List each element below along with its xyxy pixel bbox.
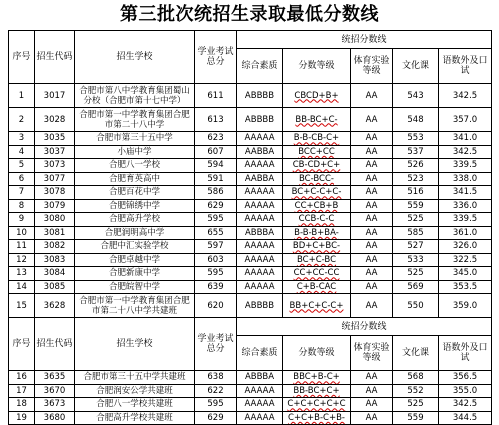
cell-comprehensive: AAAAA [237,186,283,200]
cell-exam-total: 594 [195,159,237,173]
header-grade: 分数等级 [283,336,351,371]
cell-language: 341.0 [439,132,492,146]
table-row [9,226,492,240]
cell-exam-total: 623 [195,132,237,146]
cell-code: 3078 [35,186,75,200]
header-culture: 文化课 [393,49,439,84]
cell-seq: 17 [9,384,35,398]
header-language: 语数外及口试 [439,49,492,84]
cell-comprehensive: AAAAA [237,159,283,173]
cell-seq: 9 [9,213,35,227]
cell-pe: AA [351,240,393,254]
cell-comprehensive: ABBBA [237,371,283,385]
cell-comprehensive: AAAAA [237,411,283,425]
cell-code: 3673 [35,398,75,412]
cell-language: 359.0 [439,294,492,318]
cell-school: 合肥高升学校共建班 [75,411,195,425]
table-row [9,371,492,385]
cell-comprehensive: AAAAA [237,199,283,213]
header-school: 招生学校 [75,31,195,84]
cell-seq: 8 [9,199,35,213]
table-row [9,172,492,186]
cell-grade: BB-BC+C- [283,108,351,132]
table-row [9,186,492,200]
cell-comprehensive: AABBA [237,145,283,159]
cell-seq: 18 [9,398,35,412]
header-grade: 分数等级 [283,49,351,84]
cell-culture: 568 [393,371,439,385]
header-seq: 序号 [9,31,35,84]
cell-code: 3028 [35,108,75,132]
cell-comprehensive: AAAAA [237,398,283,412]
cell-culture: 526 [393,159,439,173]
cell-pe: AA [351,108,393,132]
cell-culture: 559 [393,199,439,213]
table-row [9,199,492,213]
cell-code: 3017 [35,84,75,108]
cell-seq: 19 [9,411,35,425]
cell-pe: AA [351,186,393,200]
cell-language: 355.0 [439,384,492,398]
cell-code: 3081 [35,226,75,240]
cell-code: 3037 [35,145,75,159]
cell-culture: 543 [393,84,439,108]
cell-language: 357.0 [439,108,492,132]
cell-school: 合肥八一学校共建班 [75,398,195,412]
cell-pe: AA [351,145,393,159]
cell-language: 338.0 [439,172,492,186]
cell-grade: CC+CC-CC [283,267,351,281]
cell-code: 3080 [35,213,75,227]
cell-grade: CB-CD+C+ [283,159,351,173]
table-row [9,384,492,398]
cell-language: 342.5 [439,398,492,412]
score-table [8,30,492,425]
cell-code: 3628 [35,294,75,318]
cell-seq: 6 [9,172,35,186]
cell-school: 合肥新康中学 [75,267,195,281]
cell-seq: 11 [9,240,35,254]
table-row [9,411,492,425]
cell-exam-total: 607 [195,145,237,159]
header-group: 统招分数线 [237,318,492,336]
cell-comprehensive: ABBBB [237,294,283,318]
cell-seq: 7 [9,186,35,200]
cell-comprehensive: AAAAA [237,213,283,227]
cell-pe: AA [351,159,393,173]
cell-school: 合肥卓越中学 [75,253,195,267]
table-body-a [9,84,492,318]
cell-culture: 523 [393,172,439,186]
cell-culture: 548 [393,108,439,132]
cell-code: 3635 [35,371,75,385]
cell-code: 3085 [35,280,75,294]
cell-code: 3670 [35,384,75,398]
cell-pe: AA [351,411,393,425]
cell-exam-total: 638 [195,371,237,385]
cell-exam-total: 629 [195,411,237,425]
cell-seq: 4 [9,145,35,159]
cell-exam-total: 597 [195,240,237,254]
cell-comprehensive: AAAAA [237,253,283,267]
cell-culture: 525 [393,267,439,281]
header-pe: 体育实验等级 [351,49,393,84]
header-culture: 文化课 [393,336,439,371]
header-comprehensive: 综合素质 [237,49,283,84]
cell-pe: AA [351,172,393,186]
cell-school: 小庙中学 [75,145,195,159]
cell-pe: AA [351,267,393,281]
header-comprehensive: 综合素质 [237,336,283,371]
cell-grade: CCB-C-C [283,213,351,227]
header-code: 招生代码 [35,318,75,371]
header-group: 统招分数线 [237,31,492,49]
cell-code: 3082 [35,240,75,254]
table-row [9,294,492,318]
cell-language: 336.0 [439,199,492,213]
cell-school: 合肥高升学校 [75,213,195,227]
cell-grade: C+B-CAC [283,280,351,294]
cell-exam-total: 611 [195,84,237,108]
cell-comprehensive: AAAAA [237,280,283,294]
cell-exam-total: 613 [195,108,237,132]
cell-school: 合肥八一学校 [75,159,195,173]
header-language: 语数外及口试 [439,336,492,371]
cell-code: 3073 [35,159,75,173]
cell-school: 合肥育英高中 [75,172,195,186]
table-row [9,132,492,146]
table-body-b [9,371,492,425]
cell-comprehensive: AAAAA [237,132,283,146]
cell-school: 合肥市第一中学教育集团合肥市第二十八中学 [75,108,195,132]
cell-grade: BC+C-BC [283,253,351,267]
table-row [9,240,492,254]
cell-pe: AA [351,253,393,267]
cell-school: 合肥皖智中学 [75,280,195,294]
cell-comprehensive: ABBBA [237,226,283,240]
cell-comprehensive: AAAAA [237,267,283,281]
cell-language: 339.5 [439,213,492,227]
cell-code: 3680 [35,411,75,425]
header-seq: 序号 [9,318,35,371]
table-row [9,280,492,294]
cell-pe: AA [351,398,393,412]
cell-seq: 3 [9,132,35,146]
cell-grade: BC+C-C+C- [283,186,351,200]
cell-language: 326.0 [439,240,492,254]
cell-seq: 5 [9,159,35,173]
cell-code: 3035 [35,132,75,146]
cell-seq: 15 [9,294,35,318]
cell-exam-total: 586 [195,186,237,200]
cell-seq: 16 [9,371,35,385]
cell-pe: AA [351,213,393,227]
header-a [9,31,492,84]
header-b [9,318,492,371]
cell-exam-total: 639 [195,280,237,294]
cell-grade: BB-BC+C+ [283,384,351,398]
cell-exam-total: 622 [195,384,237,398]
cell-exam-total: 591 [195,172,237,186]
cell-seq: 10 [9,226,35,240]
cell-exam-total: 655 [195,226,237,240]
header-exam-total: 学业考试总分 [195,31,237,84]
cell-language: 342.5 [439,84,492,108]
cell-seq: 2 [9,108,35,132]
cell-school: 合肥润明高中学 [75,226,195,240]
table-row [9,84,492,108]
cell-grade: CBCD+B+ [283,84,351,108]
cell-culture: 559 [393,411,439,425]
cell-code: 3083 [35,253,75,267]
cell-language: 353.5 [439,280,492,294]
cell-comprehensive: ABBBB [237,108,283,132]
cell-code: 3079 [35,199,75,213]
cell-culture: 525 [393,213,439,227]
cell-pe: AA [351,371,393,385]
cell-comprehensive: AABBA [237,172,283,186]
cell-pe: AA [351,384,393,398]
cell-grade: C+C+C+C+C [283,398,351,412]
cell-grade: BB+C+C-C+ [283,294,351,318]
cell-pe: AA [351,199,393,213]
cell-language: 345.0 [439,267,492,281]
cell-pe: AA [351,280,393,294]
cell-school: 合肥市第三十五中学共建班 [75,371,195,385]
cell-school: 合肥市第八中学教育集团蜀山分校（合肥市第十七中学） [75,84,195,108]
table-row [9,398,492,412]
cell-pe: AA [351,226,393,240]
table-row [9,159,492,173]
cell-school: 合肥润安公学共建班 [75,384,195,398]
table-row [9,108,492,132]
cell-culture: 525 [393,398,439,412]
header-school: 招生学校 [75,318,195,371]
cell-language: 356.5 [439,371,492,385]
cell-seq: 1 [9,84,35,108]
table-row [9,145,492,159]
header-pe: 体育实验等级 [351,336,393,371]
cell-culture: 569 [393,280,439,294]
page-title: 第三批次统招生录取最低分数线 [120,4,379,25]
cell-grade: CC+CB+B [283,199,351,213]
cell-exam-total: 595 [195,213,237,227]
cell-language: 339.5 [439,159,492,173]
cell-school: 合肥市第三十五中学 [75,132,195,146]
cell-school: 合肥中汇实验学校 [75,240,195,254]
cell-culture: 552 [393,384,439,398]
cell-grade: B-B-B+BA- [283,226,351,240]
cell-comprehensive: ABBBB [237,84,283,108]
cell-culture: 527 [393,240,439,254]
cell-culture: 550 [393,294,439,318]
cell-grade: BD+C+BC- [283,240,351,254]
cell-language: 342.5 [439,145,492,159]
cell-culture: 537 [393,145,439,159]
cell-language: 341.5 [439,186,492,200]
cell-seq: 12 [9,253,35,267]
cell-comprehensive: AAAAA [237,240,283,254]
table-row [9,213,492,227]
table-row [9,253,492,267]
cell-culture: 585 [393,226,439,240]
cell-school: 合肥百花中学 [75,186,195,200]
cell-exam-total: 595 [195,267,237,281]
cell-comprehensive: AAAAA [237,384,283,398]
cell-grade: BBC+B-C+ [283,371,351,385]
cell-code: 3077 [35,172,75,186]
cell-language: 322.5 [439,253,492,267]
cell-code: 3084 [35,267,75,281]
cell-exam-total: 629 [195,199,237,213]
cell-language: 361.0 [439,226,492,240]
cell-grade: BCC+CC [283,145,351,159]
cell-seq: 14 [9,280,35,294]
cell-seq: 13 [9,267,35,281]
cell-culture: 553 [393,132,439,146]
cell-culture: 516 [393,186,439,200]
cell-exam-total: 595 [195,398,237,412]
cell-grade: B-B-CB-C+ [283,132,351,146]
header-exam-total: 学业考试总分 [195,318,237,371]
cell-pe: AA [351,294,393,318]
cell-culture: 533 [393,253,439,267]
cell-grade: BC-BCC- [283,172,351,186]
header-code: 招生代码 [35,31,75,84]
cell-school: 合肥市第一中学教育集团合肥市第二十八中学共建班 [75,294,195,318]
cell-exam-total: 603 [195,253,237,267]
cell-language: 344.5 [439,411,492,425]
table-row [9,267,492,281]
cell-pe: AA [351,84,393,108]
cell-school: 合肥锦绣中学 [75,199,195,213]
cell-grade: C+C+B-C+B- [283,411,351,425]
cell-exam-total: 620 [195,294,237,318]
cell-pe: AA [351,132,393,146]
